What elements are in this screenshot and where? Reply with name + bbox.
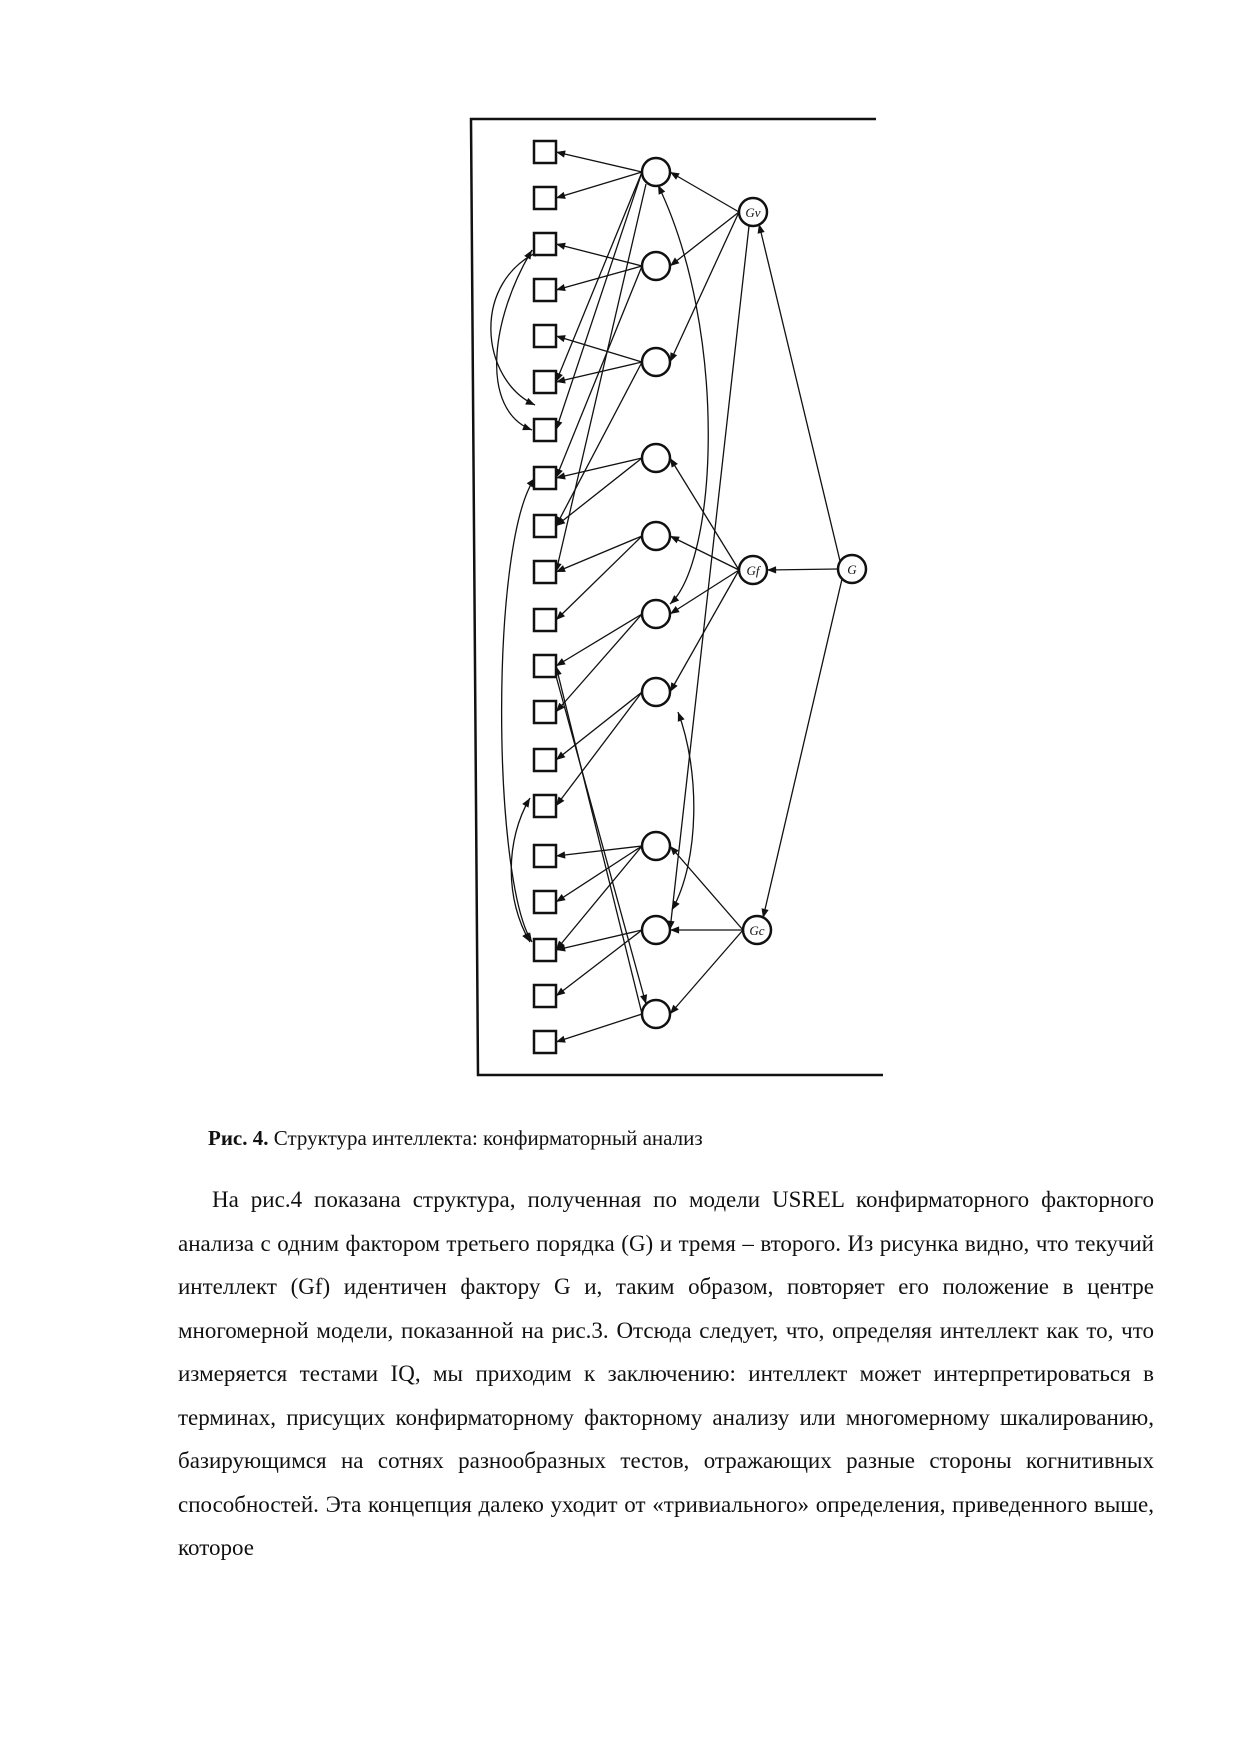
paragraph-text: На рис.4 показана структура, полученная по модели USREL конфирматорного факторного анализа с одним фактором третьего порядка (G) и тремя – второго. Из рисунка видно, что текучий интеллект (Gf) идентичен фактору G и, таким образом, повторяет его положение в центре многомерной модели, показанной на рис.3. Отсюда следует, что, определяя интеллект как то, что измеряется тестами IQ, мы приходим к заключению: интеллект может интерпретироваться в терминах, присущих конфирматорному факторному анализу или многомерному шкалированию, базирующимся на сотнях разнообразных тестов, отражающих разные стороны когнитивных способностей. Эта концепция далеко уходит от «тривиального» определения, приведенного выше, которое [178, 1187, 1154, 1560]
label-gc: Gc [749, 923, 765, 938]
label-gf: Gf [746, 563, 760, 578]
diagram-arrow [556, 172, 642, 430]
factor-circle [642, 348, 670, 376]
factor-circle [642, 444, 670, 472]
diagram-arrow [670, 212, 739, 266]
body-paragraph [178, 1178, 1154, 1570]
test-square [534, 609, 556, 631]
diagram-arrow [556, 152, 642, 172]
diagram-arrow [556, 362, 642, 382]
diagram-arrow [767, 569, 838, 570]
test-square [534, 701, 556, 723]
caption-text: Структура интеллекта: конфирматорный анализ [273, 1126, 703, 1150]
test-square [534, 891, 556, 913]
test-square [534, 749, 556, 771]
test-square [534, 467, 556, 489]
diagram-edges [556, 152, 842, 1042]
label-gv: Gv [745, 205, 761, 220]
caption-label: Рис. 4. [208, 1126, 269, 1150]
diagram-arrow [556, 614, 642, 712]
first-order-factors [642, 158, 670, 1028]
diagram-arrow [670, 930, 743, 1014]
diagram-arrow [670, 570, 739, 692]
test-square [534, 845, 556, 867]
test-square [534, 985, 556, 1007]
label-g: G [847, 562, 857, 577]
factor-circle [642, 600, 670, 628]
diagram-arrow [556, 536, 642, 572]
diagram-arrow [670, 212, 739, 362]
test-square [534, 655, 556, 677]
diagram-arrow [556, 666, 642, 1014]
test-square [534, 325, 556, 347]
test-square [534, 795, 556, 817]
diagram-arrow [670, 226, 749, 930]
factor-circle [642, 158, 670, 186]
diagram-arrow [763, 579, 842, 918]
test-square [534, 515, 556, 537]
factor-circle [642, 1000, 670, 1028]
test-squares [534, 141, 556, 1053]
test-square [534, 939, 556, 961]
factor-circle [642, 522, 670, 550]
diagram-arrow [556, 846, 642, 950]
test-square [534, 141, 556, 163]
test-square [534, 371, 556, 393]
figure-caption [208, 1124, 703, 1152]
diagram-arrow [556, 172, 642, 382]
factor-circle [642, 832, 670, 860]
diagram-arrow [556, 1014, 642, 1042]
test-square [534, 561, 556, 583]
test-square [534, 1031, 556, 1053]
test-square [534, 419, 556, 441]
diagram-arrow [556, 266, 642, 290]
test-square [534, 233, 556, 255]
test-square [534, 279, 556, 301]
diagram-arrow [556, 614, 642, 666]
diagram-arrow [759, 224, 840, 561]
factor-circle [642, 252, 670, 280]
diagram-arrow [556, 536, 642, 620]
test-square [534, 187, 556, 209]
diagram-arrow [670, 172, 739, 212]
factor-circle [642, 916, 670, 944]
diagram-arrow [556, 172, 642, 198]
factor-circle [642, 678, 670, 706]
diagram-arrow [670, 846, 743, 930]
diagram-arrow [556, 184, 646, 572]
